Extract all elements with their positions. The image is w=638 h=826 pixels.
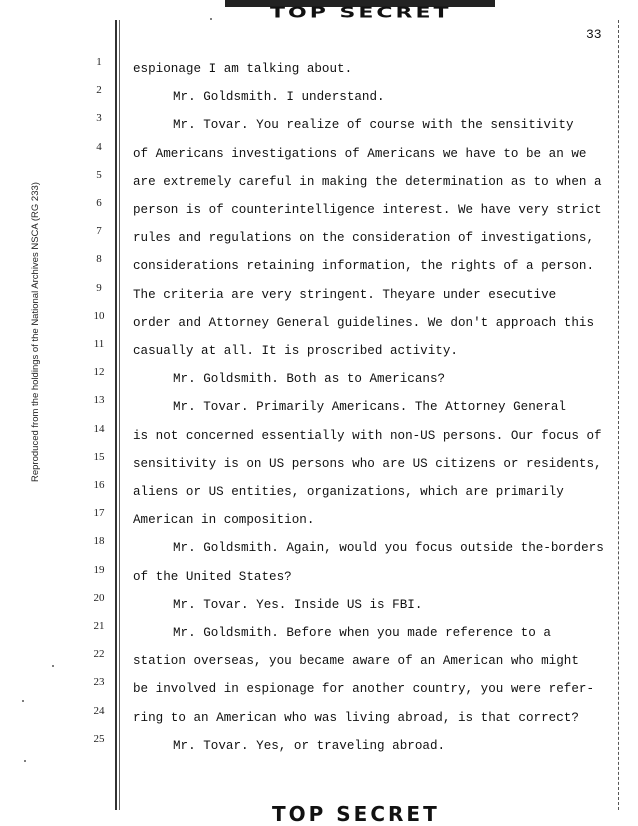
scan-speck	[24, 760, 26, 762]
line-number: 22	[93, 648, 105, 661]
line-text: Mr. Goldsmith. Both as to Americans?	[173, 372, 446, 387]
transcript-line	[0, 591, 638, 618]
transcript-line	[0, 112, 638, 138]
line-number: 7	[96, 225, 102, 238]
header-classification-stamp: TOP SECRET	[270, 4, 452, 22]
transcript-line	[0, 225, 638, 251]
line-number: 17	[93, 507, 105, 520]
transcript-line	[0, 704, 638, 731]
line-text: station overseas, you became aware of an American who might	[133, 654, 579, 669]
line-number: 24	[93, 704, 105, 717]
transcript-line	[0, 309, 638, 336]
line-text: casually at all. It is proscribed activity.	[133, 344, 458, 358]
scan-speck	[22, 700, 24, 702]
line-number: 25	[93, 732, 105, 745]
line-text: The criteria are very stringent. Theyare under esecutive	[133, 287, 557, 302]
transcript-line	[0, 620, 638, 646]
line-number: 20	[93, 591, 105, 604]
line-number: 5	[96, 168, 102, 181]
line-text: American in composition.	[133, 513, 315, 528]
line-number: 13	[93, 394, 105, 407]
transcript-line	[0, 197, 638, 223]
transcript-line	[0, 338, 638, 364]
line-text: rules and regulations on the consideration of investigations,	[133, 231, 595, 246]
line-number: 4	[96, 140, 102, 153]
line-text: espionage I am talking about.	[133, 62, 353, 76]
line-number: 11	[93, 338, 105, 350]
line-text: sensitivity is on US persons who are US citizens or residents,	[133, 456, 602, 471]
line-number: 3	[96, 112, 102, 125]
archive-provenance-note: Reproduced from the holdings of the National Archives NSCA (RG 233)	[30, 182, 41, 482]
line-number: 16	[93, 479, 105, 491]
line-number: 23	[93, 676, 105, 689]
line-text: aliens or US entities, organizations, which are primarily	[133, 485, 564, 499]
line-text: order and Attorney General guidelines. We don't approach this	[133, 315, 595, 330]
line-number: 2	[96, 84, 102, 97]
line-number: 19	[93, 563, 105, 576]
transcript-line	[0, 253, 638, 279]
line-text: person is of counterintelligence interest. We have very strict	[133, 203, 602, 217]
transcript-line	[0, 168, 638, 195]
transcript-line	[0, 84, 638, 110]
transcript-line	[0, 676, 638, 702]
line-text: Mr. Goldsmith. I understand.	[173, 90, 385, 105]
transcript-line	[0, 450, 638, 477]
transcript-line	[0, 648, 638, 674]
line-number: 14	[93, 422, 105, 435]
line-number: 15	[93, 450, 105, 463]
line-text: of Americans investigations of Americans we have to be an we	[133, 146, 587, 161]
line-text: Mr. Tovar. You realize of course with the sensitivity	[173, 118, 574, 133]
transcript-line	[0, 56, 638, 82]
transcript-line	[0, 732, 638, 759]
line-number: 10	[93, 309, 105, 322]
line-text: Mr. Goldsmith. Again, would you focus outside the-borders	[173, 541, 604, 556]
line-text: Mr. Goldsmith. Before when you made reference to a	[173, 626, 551, 640]
line-number: 18	[93, 535, 105, 548]
line-text: Mr. Tovar. Yes. Inside US is FBI.	[173, 597, 423, 612]
transcript-line	[0, 507, 638, 533]
transcript-line	[0, 281, 638, 308]
line-number: 1	[96, 56, 102, 68]
line-text: be involved in espionage for another country, you were refer-	[133, 682, 595, 697]
transcript-line	[0, 535, 638, 561]
transcript-line	[0, 394, 638, 420]
page-number: 33	[586, 27, 602, 42]
line-number: 12	[93, 366, 105, 379]
line-text: Mr. Tovar. Primarily Americans. The Attorney General	[173, 400, 566, 415]
line-text: considerations retaining information, the rights of a person.	[133, 259, 595, 274]
transcript-line	[0, 140, 638, 167]
scan-speck	[210, 18, 212, 20]
transcript-line	[0, 479, 638, 505]
line-text: are extremely careful in making the determination as to when a	[133, 174, 602, 189]
transcript-line	[0, 563, 638, 590]
line-text: ring to an American who was living abroad, is that correct?	[133, 710, 579, 725]
line-text: is not concerned essentially with non-US persons. Our focus of	[133, 428, 602, 443]
scan-speck	[52, 665, 54, 667]
line-number: 8	[96, 253, 102, 266]
line-number: 21	[93, 620, 105, 632]
line-text: of the United States?	[133, 569, 292, 584]
footer-classification-stamp: TOP SECRET	[272, 802, 440, 826]
transcript-line	[0, 366, 638, 392]
line-text: Mr. Tovar. Yes, or traveling abroad.	[173, 738, 446, 753]
transcript-line	[0, 422, 638, 449]
line-number: 9	[96, 281, 102, 294]
line-number: 6	[96, 197, 102, 209]
